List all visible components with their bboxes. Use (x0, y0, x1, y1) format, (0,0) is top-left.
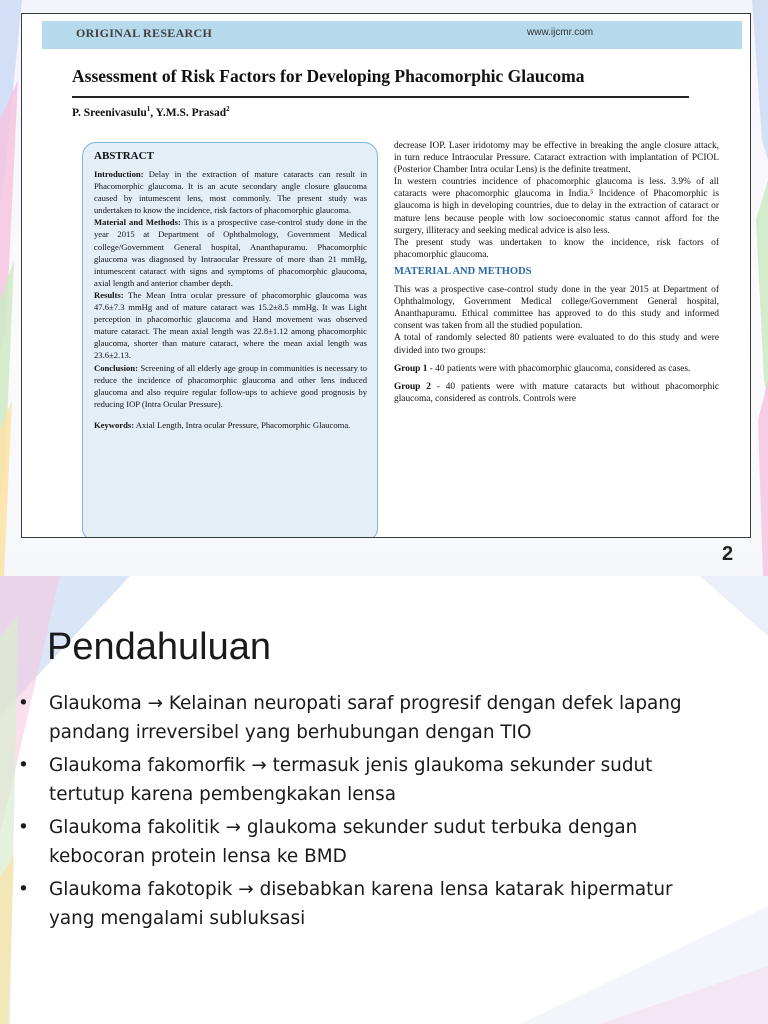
bullet-icon: • (18, 693, 29, 714)
body-paragraph: The present study was undertaken to know the incidence, risk factors of phacomorphic glaucoma. (394, 237, 719, 260)
list-item: • Glaukoma → Kelainan neuropati saraf progresif dengan defek lapang pandang irreversibel yang berhubungan dengan TIO (18, 689, 718, 747)
paper-title: Assessment of Risk Factors for Developing Phacomorphic Glaucoma (72, 66, 585, 86)
abstract-results: Results: The Mean Intra ocular pressure of phacomorphic glaucoma was 47.6±7.3 mmHg and of mature cataract was 15.2±8.5 mmHg. It was Light perception in phacomorhic glaucoma and Hand movement was observed mature cataract. The mean axial length was 22.8±1.12 among phacomorphic glaucoma, shorter than mature cataract, where the mean axial length was 23.6±2.13. (94, 289, 367, 361)
abstract-box (82, 142, 378, 538)
bullet-list (18, 689, 718, 937)
group-2-paragraph: Group 2 - 40 patients were with mature cataracts but without phacomorphic glaucoma, considered as controls. Controls were (394, 381, 719, 404)
arrow-right-icon: → (238, 879, 254, 900)
body-paragraph: In western countries incidence of phacomorphic glaucoma is less. 3.9% of all cataracts were phacomorphic glaucoma in India.⁵ Incidence of Phacomorphic is glaucoma is high in developing countries, due to delay in the extraction of cataract or mature lens because people with low socioeconomic status cannot afford for the surgery, illiteracy and seeking medical advice is also less. (394, 177, 719, 236)
bullet-icon: • (18, 879, 29, 900)
arrow-right-icon: → (251, 755, 267, 776)
paper-screenshot (21, 13, 751, 538)
title-divider (72, 96, 689, 98)
abstract-methods: Material and Methods: This is a prospective case-control study done in the year 2015 at Department of Ophthalmology, Government Medical college/Government General hospital, Ananthapuramu. Phacomorphic glaucoma was diagnosed by Intraocular Pressure of more than 21 mmHg, intumescent cataract with signs and symptoms of phacomorphic glaucoma, axial length and anterior chamber depth. (94, 217, 367, 288)
slide-title: Pendahuluan (47, 626, 271, 668)
body-paragraph: A total of randomly selected 80 patients were evaluated to do this study and were divided into two groups: (394, 333, 719, 356)
paper-header-band (42, 21, 742, 49)
arrow-right-icon: → (147, 693, 163, 714)
author-affiliation: 1 (146, 105, 151, 113)
author-affiliation: 2 (226, 105, 230, 113)
arrow-right-icon: → (225, 817, 242, 838)
section-label: ORIGINAL RESEARCH (76, 26, 213, 40)
paper-authors (72, 105, 230, 119)
body-paragraph: decrease IOP. Laser iridotomy may be effective in breaking the angle closure attack, in turn reduce Intraocular Pressure. Cataract extraction with implantation of PCIOL (Posterior Chamber Intra ocular Lens) is the definite treatment. (394, 141, 719, 176)
paper-right-column (394, 140, 719, 405)
author-name: P. Sreenivasulu (72, 106, 147, 119)
group-1-paragraph: Group 1 - 40 patients were with phacomorphic glaucoma, considered as cases. (394, 363, 691, 374)
section-heading-methods: MATERIAL AND METHODS (394, 265, 532, 277)
slide-2 (0, 576, 768, 1024)
slide-page-number: 2 (722, 543, 734, 565)
author-name: Y.M.S. Prasad (155, 106, 227, 119)
abstract-heading: ABSTRACT (94, 150, 154, 162)
list-item: • Glaukoma fakolitik → glaukoma sekunder sudut terbuka dengan kebocoran protein lensa ke BMD (18, 813, 718, 871)
decorative-swoosh-left (0, 0, 22, 576)
body-paragraph: This was a prospective case-control study done in the year 2015 at Department of Ophthalmology, Government Medical college/Government General hospital, Ananthapuramu. Ethical committee has approved to do this study and informed consent was taken from all the studied population. (394, 285, 719, 332)
abstract-keywords: Keywords: Axial Length, Intra ocular Pressure, Phacomorphic Glaucoma. (94, 419, 351, 430)
list-item: • Glaukoma fakomorfik → termasuk jenis glaukoma sekunder sudut tertutup karena pembengkakan lensa (18, 751, 718, 809)
abstract-conclusion: Conclusion: Screening of all elderly age group in communities is necessary to reduce the incidence of phacomorphic glaucoma and other lens induced glaucoma and also require regular follow-ups to achieve good prognosis by reducing IOP (Intra Ocular Pressure). (94, 362, 367, 409)
list-item: • Glaukoma fakotopik → disebabkan karena lensa katarak hipermatur yang mengalami subluksasi (18, 875, 718, 933)
bullet-icon: • (18, 755, 29, 776)
bullet-icon: • (18, 817, 29, 838)
abstract-introduction: Introduction: Delay in the extraction of mature cataracts can result in Phacomorphic glaucoma. It is an acute secondary angle closure glaucoma caused by intumescent lens, most commonly. The present study was undertaken to know the incidence, risk factors of phacomorphic glaucoma. (94, 169, 367, 216)
journal-website: www.ijcmr.com (527, 27, 594, 38)
author-separator: , (150, 106, 156, 119)
